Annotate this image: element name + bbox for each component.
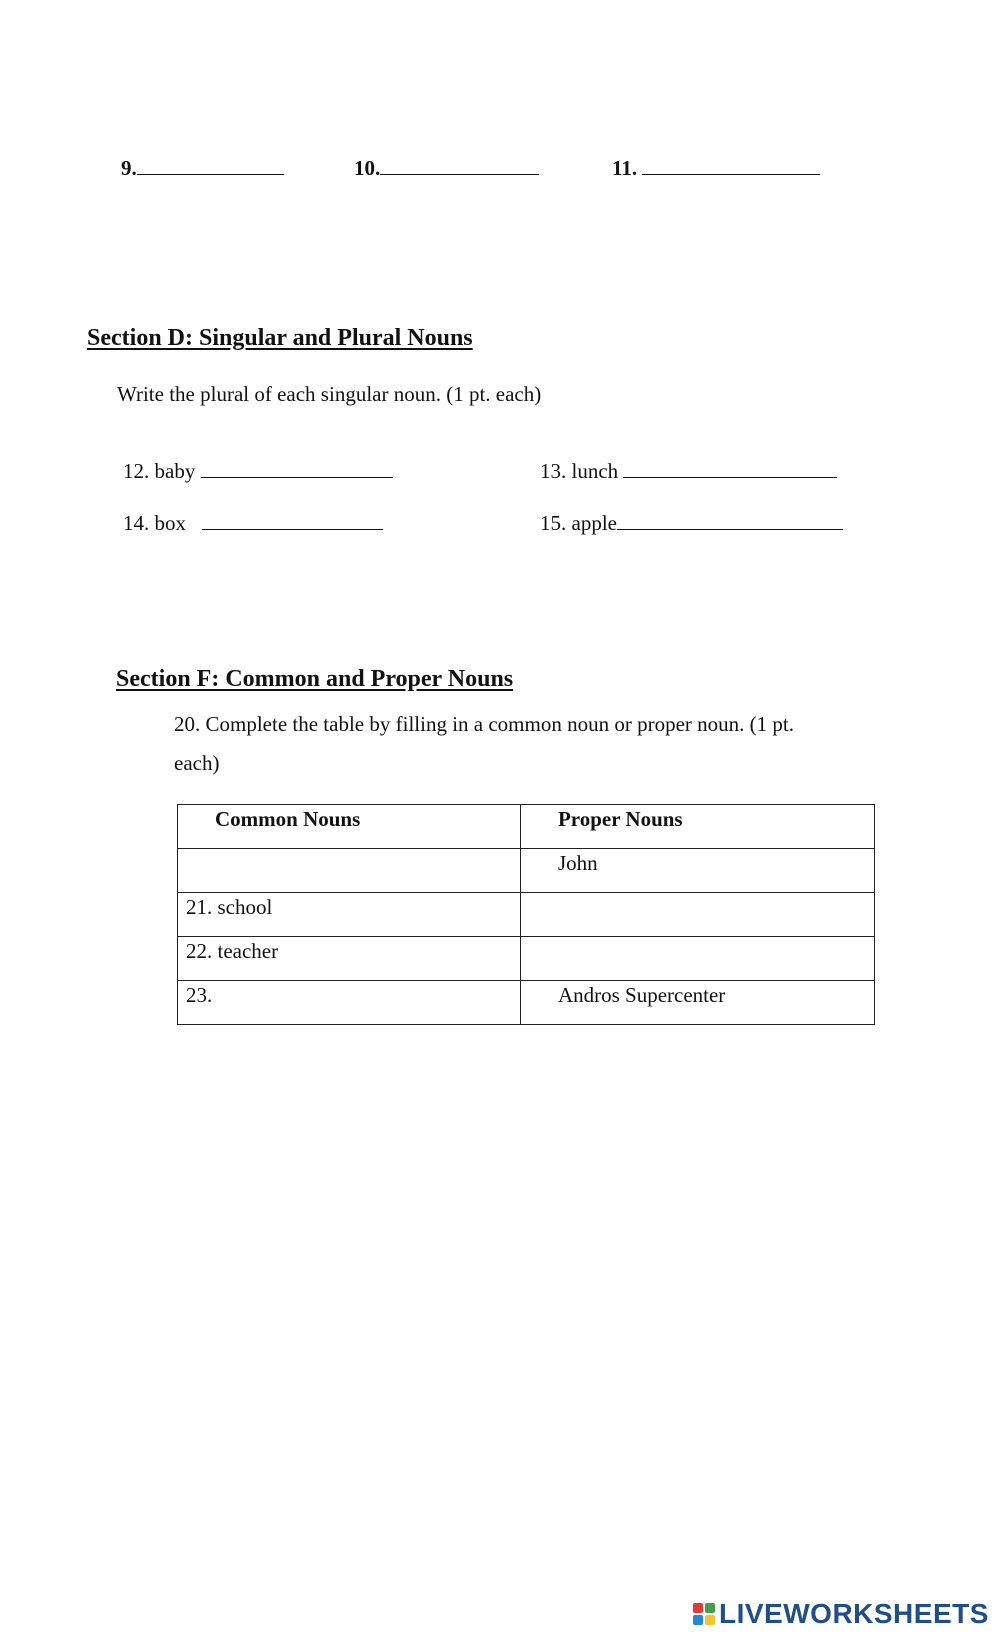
plural-item-14 — [123, 511, 383, 536]
table-row — [178, 981, 875, 1025]
table-row — [178, 849, 875, 893]
blank-item-10 — [354, 156, 539, 181]
logo-square — [705, 1615, 715, 1625]
table-row — [178, 893, 875, 937]
blank-item-11 — [612, 156, 820, 181]
answer-blank[interactable] — [623, 459, 837, 478]
answer-blank[interactable] — [642, 156, 820, 175]
item-label: 15. apple — [540, 511, 617, 535]
header-proper-nouns: Proper Nouns — [520, 805, 874, 849]
table-cell-common[interactable]: 23. — [178, 981, 521, 1025]
answer-blank[interactable] — [201, 459, 393, 478]
section-f-instruction-line1: 20. Complete the table by filling in a common noun or proper noun. (1 pt. — [174, 712, 794, 736]
item-label: 14. box — [123, 511, 186, 535]
answer-blank[interactable] — [380, 156, 539, 175]
answer-blank[interactable] — [137, 156, 284, 175]
liveworksheets-logo — [693, 1600, 989, 1628]
table-row — [178, 937, 875, 981]
logo-text: LIVEWORKSHEETS — [719, 1598, 989, 1629]
table-cell-proper: Andros Supercenter — [520, 981, 874, 1025]
logo-square — [693, 1615, 703, 1625]
blank-label: 10. — [354, 156, 381, 180]
answer-blank[interactable] — [202, 511, 383, 530]
nouns-table — [177, 804, 875, 1025]
plural-item-15 — [540, 511, 843, 536]
logo-square — [693, 1603, 703, 1613]
table-cell-proper: John — [520, 849, 874, 893]
table-cell-common: 22. teacher — [178, 937, 521, 981]
plural-item-13 — [540, 459, 837, 484]
table-header-row — [178, 805, 875, 849]
answer-blank[interactable] — [617, 511, 843, 530]
section-d-instruction: Write the plural of each singular noun. (1 pt. each) — [117, 382, 542, 406]
plural-item-12 — [123, 459, 393, 484]
logo-grid-icon — [693, 1603, 715, 1625]
logo-square — [705, 1603, 715, 1613]
header-common-nouns: Common Nouns — [178, 805, 521, 849]
table-cell-common[interactable] — [178, 849, 521, 893]
section-f-instruction-line2: each) — [174, 751, 220, 775]
table-cell-common: 21. school — [178, 893, 521, 937]
section-d-heading: Section D: Singular and Plural Nouns — [87, 325, 473, 351]
blank-label: 9. — [121, 156, 137, 180]
item-label: 13. lunch — [540, 459, 619, 483]
blank-label: 11. — [612, 156, 638, 180]
blank-item-9 — [121, 156, 284, 181]
table-cell-proper[interactable] — [520, 937, 874, 981]
item-label: 12. baby — [123, 459, 196, 483]
table-cell-proper[interactable] — [520, 893, 874, 937]
section-f-heading: Section F: Common and Proper Nouns — [116, 666, 514, 692]
